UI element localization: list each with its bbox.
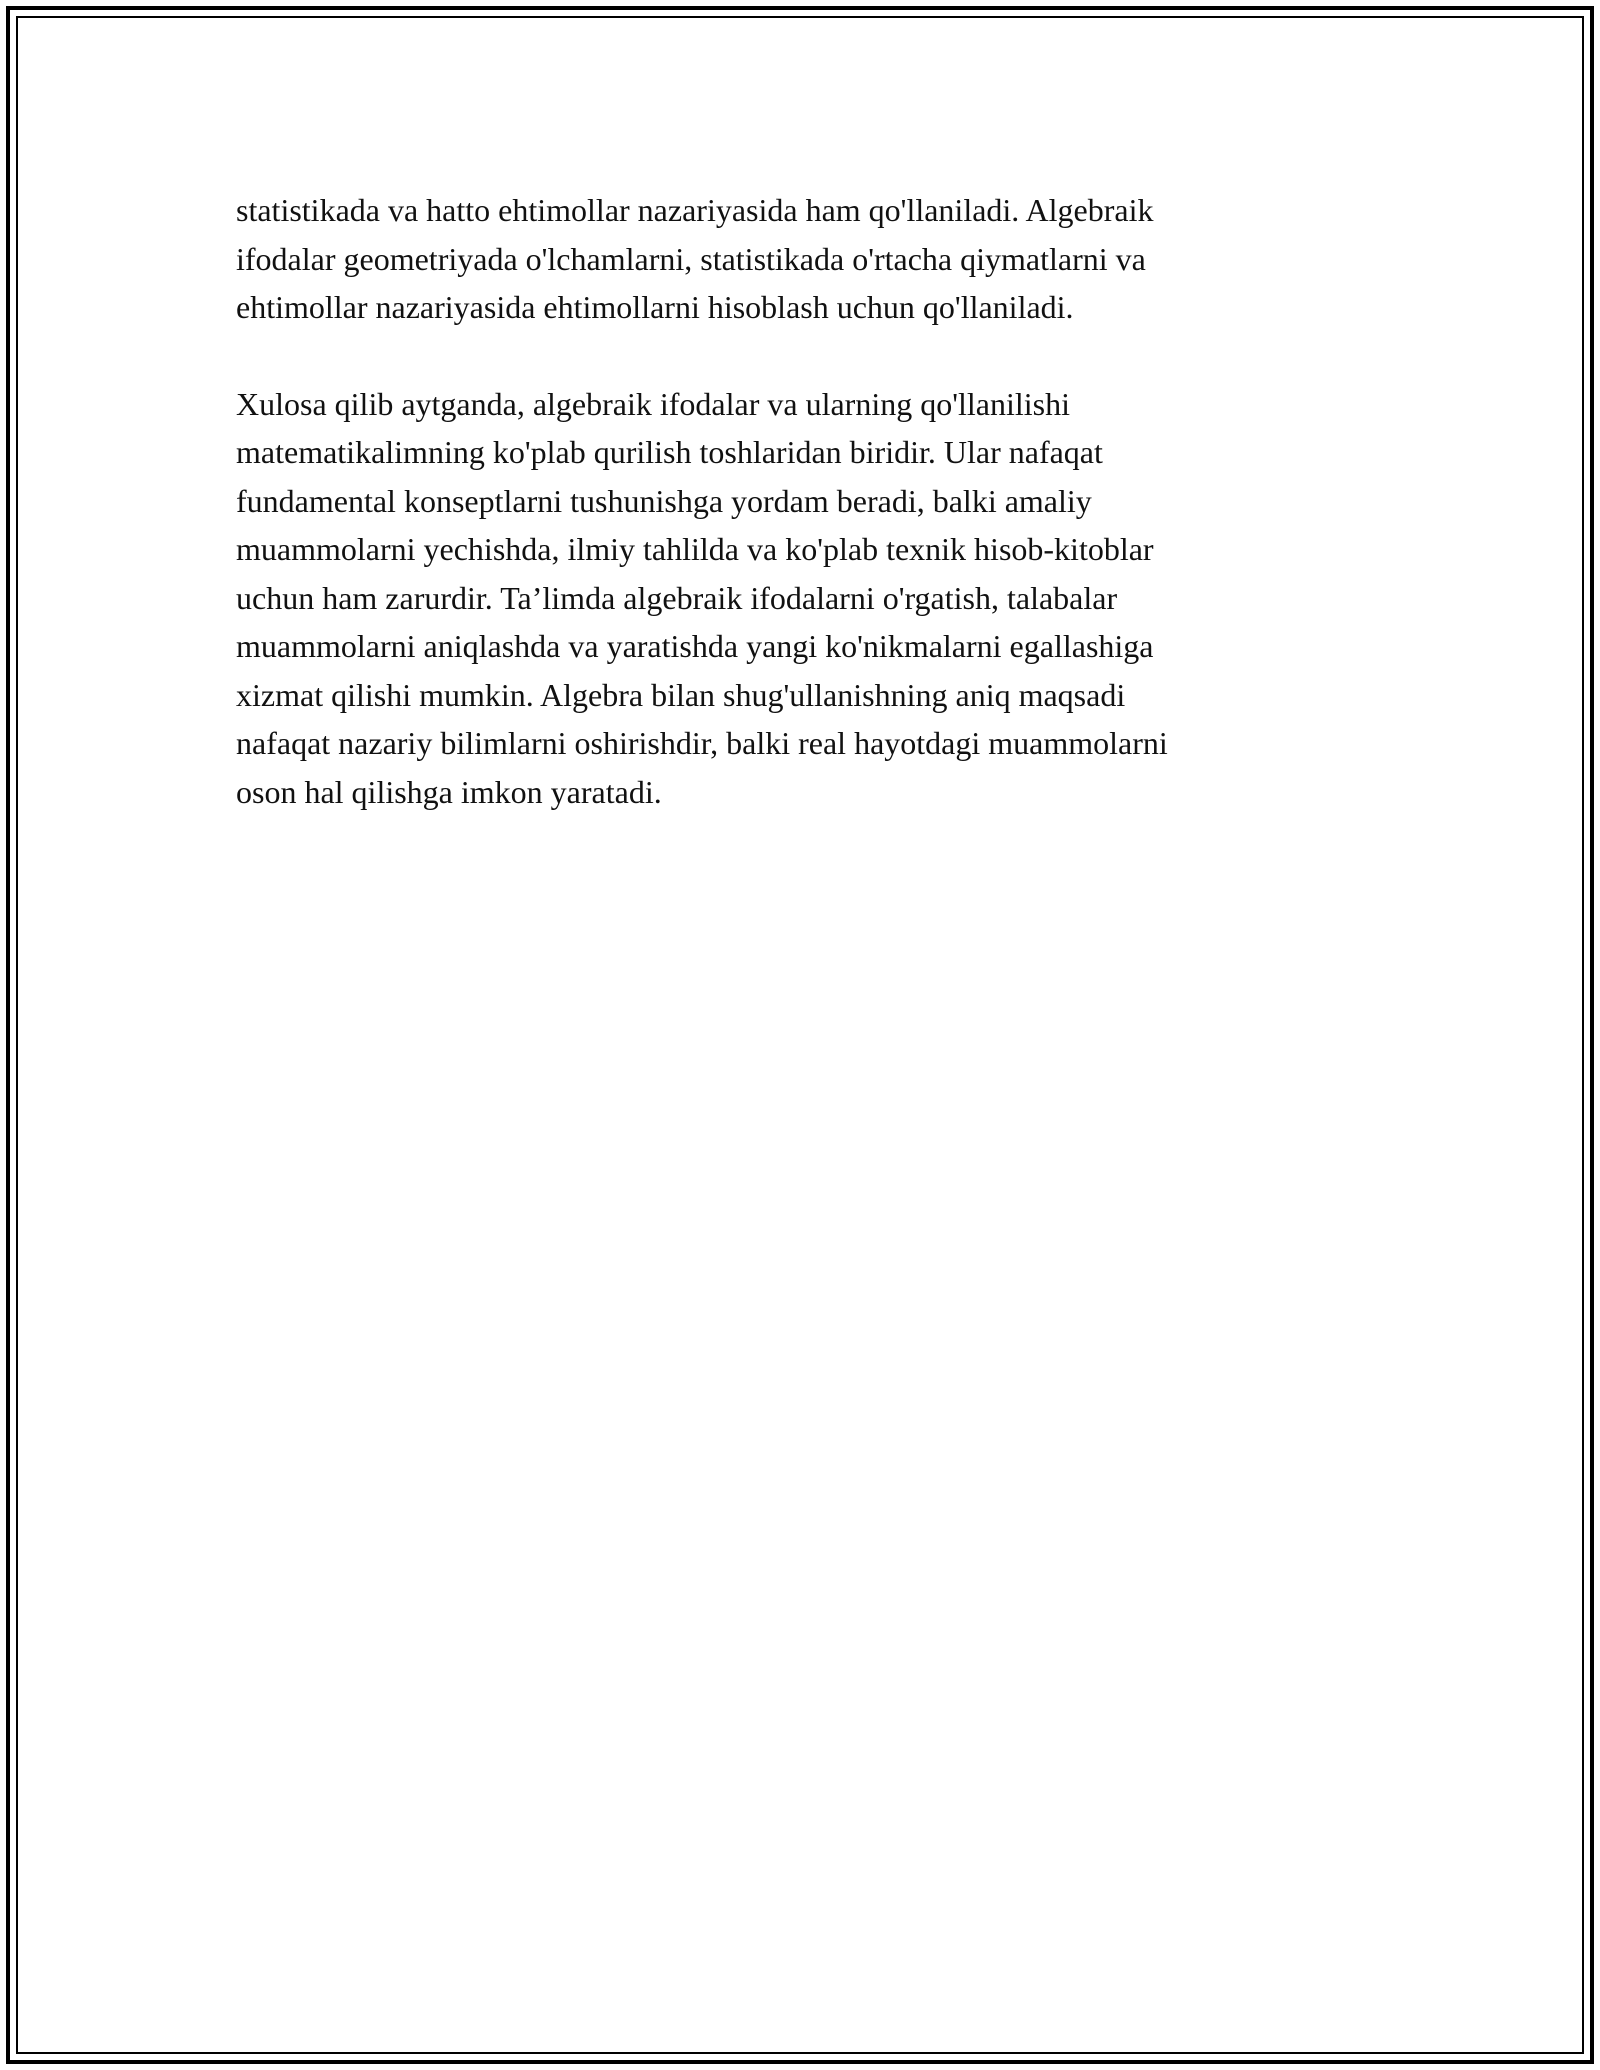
- paragraph-line: matematikalimning ko'plab qurilish toshlaridan biridir. Ular nafaqat: [236, 434, 1103, 470]
- paragraph-line: xizmat qilishi mumkin. Algebra bilan shug'ullanishning aniq maqsadi: [236, 676, 1126, 713]
- paragraph-line: oson hal qilishga imkon yaratadi.: [236, 773, 662, 810]
- paragraph-line: muammolarni yechishda, ilmiy tahlilda va ko'plab texnik hisob-kitoblar: [236, 531, 1154, 567]
- paragraph-1: [236, 186, 1346, 332]
- paragraph-line: fundamental konseptlarni tushunishga yordam beradi, balki amaliy: [236, 482, 1092, 519]
- paragraph-line: statistikada va hatto ehtimollar nazariyasida ham qo'llaniladi. Algebraik: [236, 192, 1154, 228]
- paragraph-line: nafaqat nazariy bilimlarni oshirishdir, balki real hayotdagi muammolarni: [236, 725, 1168, 761]
- paragraph-line: ehtimollar nazariyasida ehtimollarni hisoblash uchun qo'llaniladi.: [236, 289, 1074, 325]
- paragraph-line: Xulosa qilib aytganda, algebraik ifodalar va ularning qo'llanilishi: [236, 385, 1070, 422]
- paragraph-line: uchun ham zarurdir. Ta’limda algebraik ifodalarni o'rgatish, talabalar: [236, 579, 1118, 616]
- paragraph-line: ifodalar geometriyada o'lchamlarni, statistikada o'rtacha qiymatlarni va: [236, 240, 1146, 277]
- paragraph-2: [236, 380, 1346, 817]
- document-body: [236, 186, 1346, 864]
- paragraph-line: muammolarni aniqlashda va yaratishda yangi ko'nikmalarni egallashiga: [236, 628, 1154, 664]
